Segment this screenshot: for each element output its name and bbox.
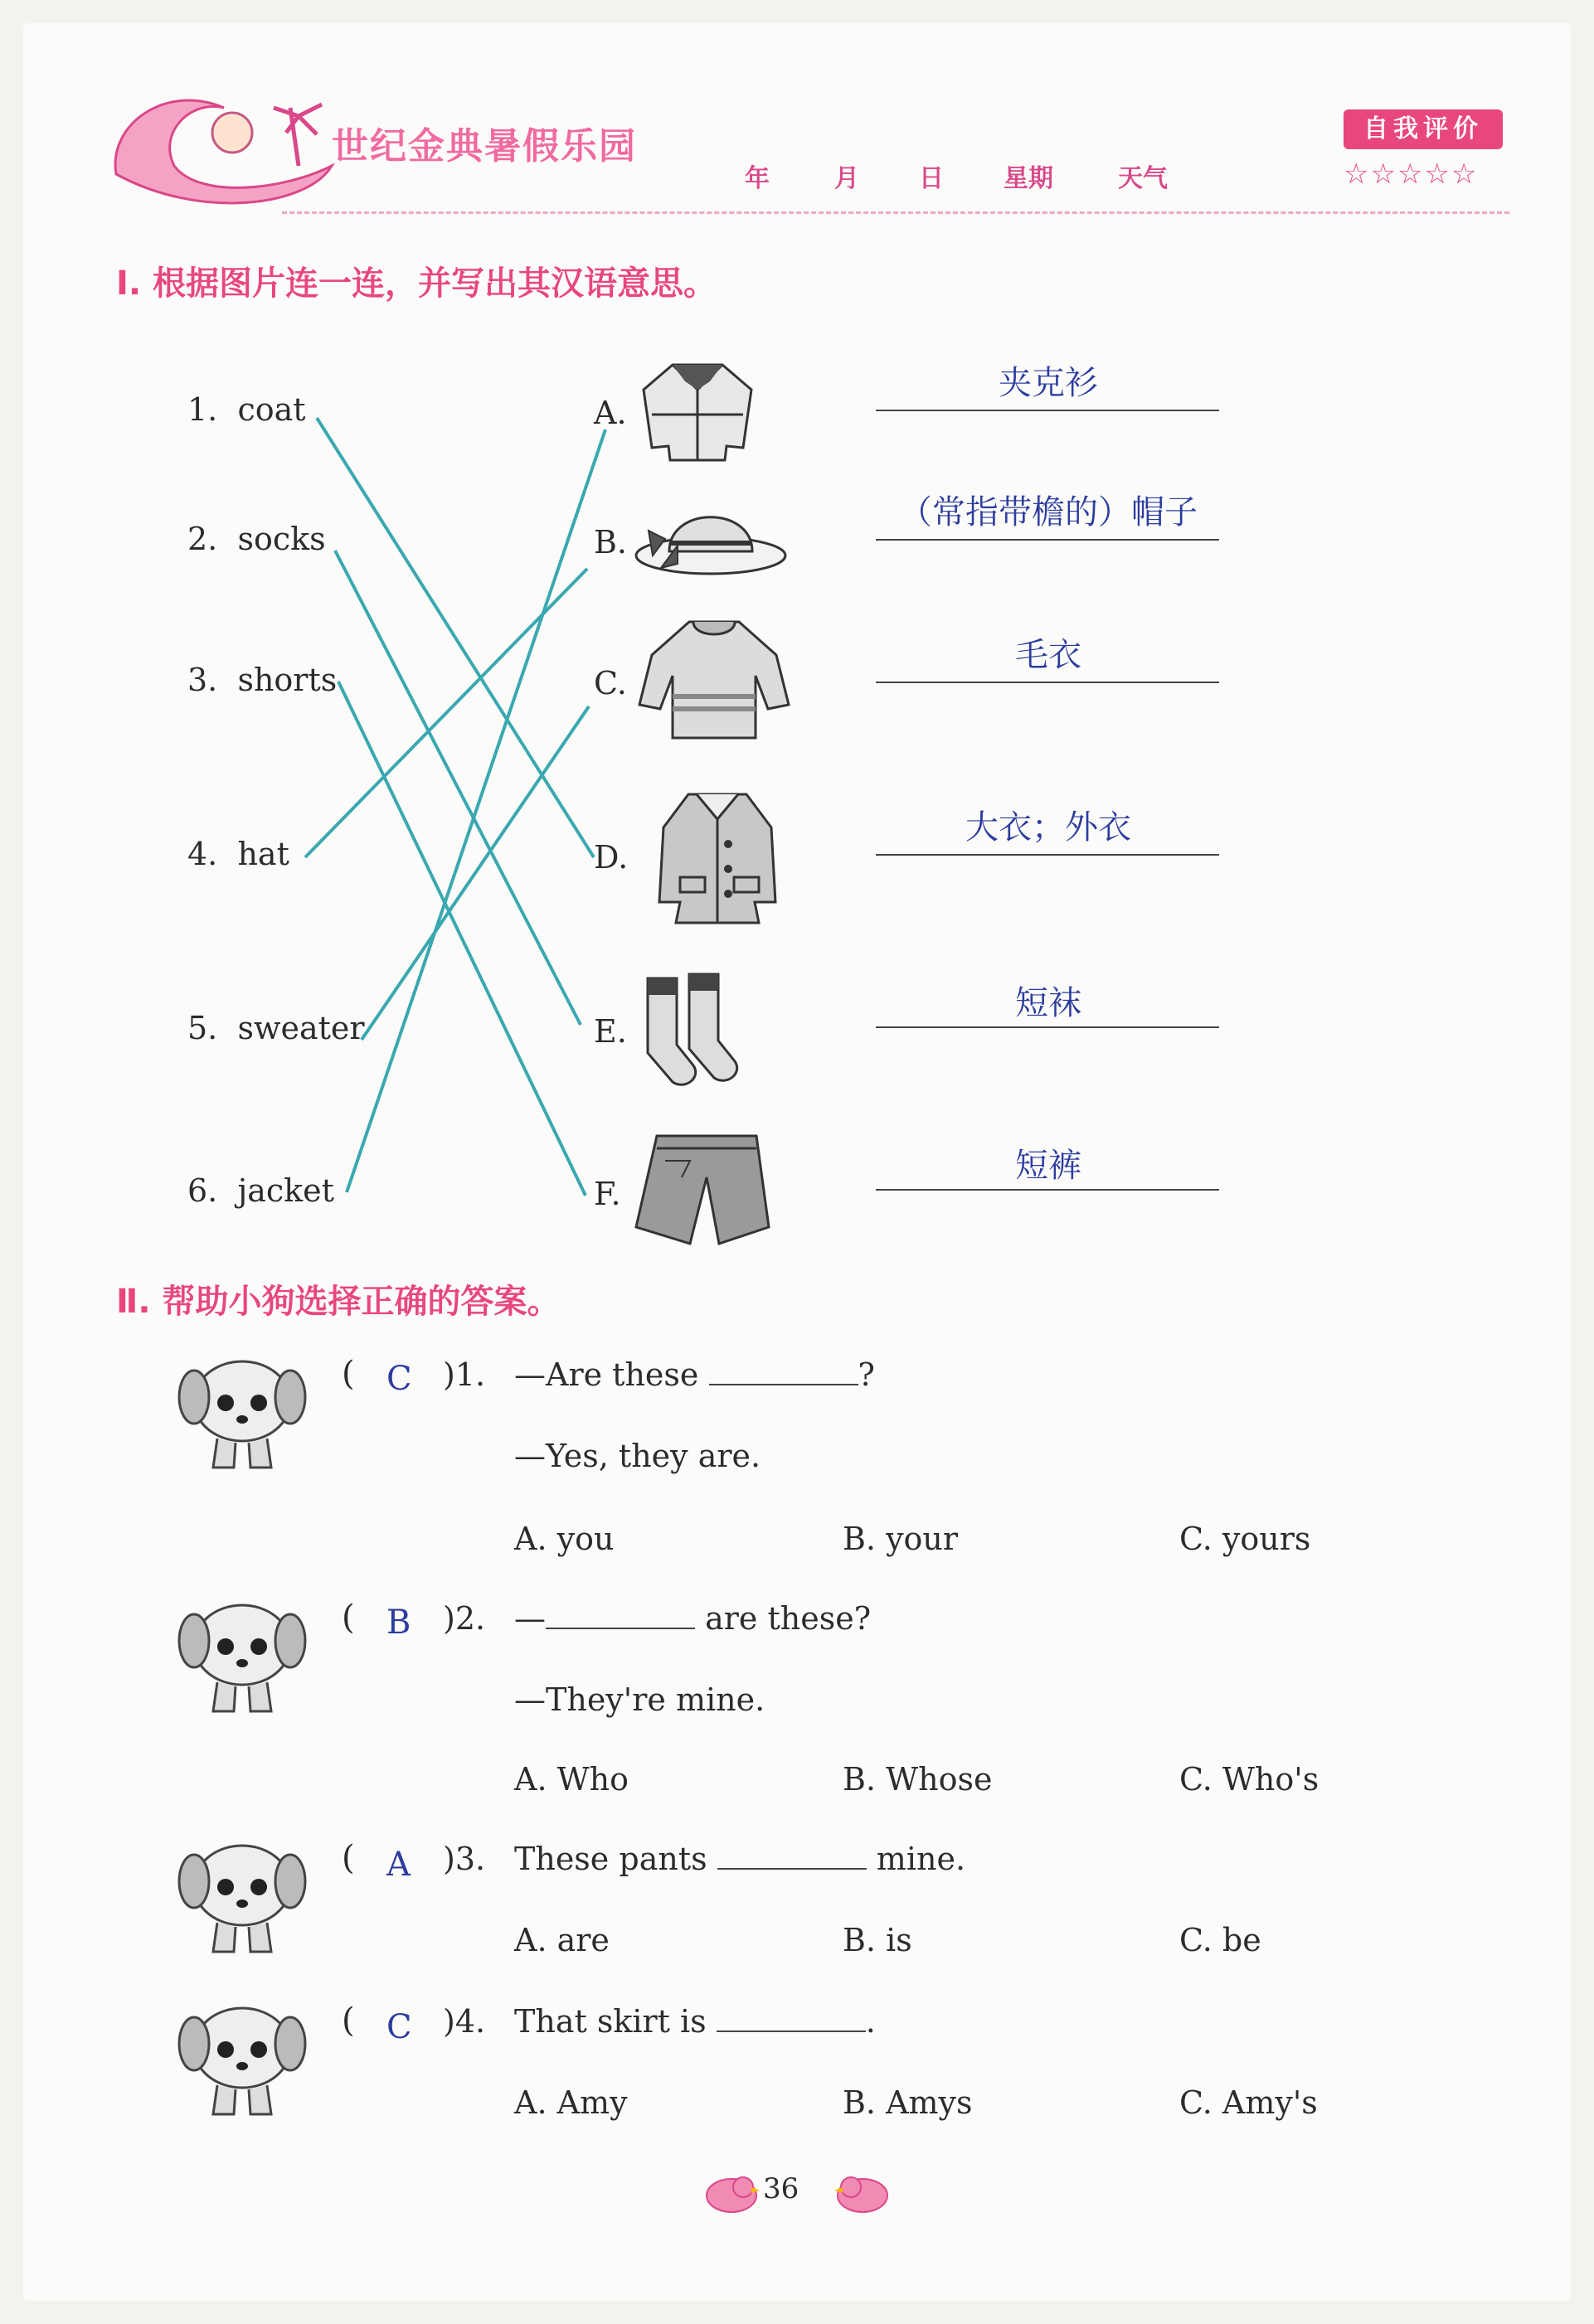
picture-letter-f: F. bbox=[594, 1176, 621, 1212]
answer-choice: A bbox=[386, 1846, 411, 1884]
self-eval-badge: 自我评价 bbox=[1344, 109, 1503, 149]
picture-letter-c: C. bbox=[594, 665, 627, 701]
option-c: C. Amy's bbox=[1179, 2084, 1318, 2121]
bird-icon bbox=[702, 2171, 760, 2215]
option-b: B. Whose bbox=[843, 1761, 993, 1798]
option-b: B. your bbox=[843, 1521, 959, 1557]
picture-letter-b: B. bbox=[594, 524, 628, 560]
meaning-b: （常指带檐的）帽子 bbox=[899, 493, 1198, 531]
word-label: hat bbox=[237, 836, 289, 872]
answer-line-a bbox=[876, 410, 1219, 411]
word-number: 6. bbox=[187, 1172, 218, 1209]
question-line: —Are these ? bbox=[514, 1356, 875, 1393]
word-number: 3. bbox=[187, 662, 218, 698]
picture-letter-d: D. bbox=[594, 839, 629, 876]
bird-icon bbox=[834, 2171, 892, 2215]
brand-title: 世纪金典暑假乐园 bbox=[332, 125, 637, 167]
question-line: That skirt is . bbox=[514, 2003, 876, 2040]
meaning-f: 短裤 bbox=[1015, 1147, 1081, 1185]
option-a: A. Amy bbox=[514, 2084, 628, 2121]
question-number: )3. bbox=[443, 1841, 486, 1877]
date-field-year: 年 bbox=[745, 164, 770, 193]
puppy-icon bbox=[176, 1595, 309, 1720]
option-b: B. Amys bbox=[843, 2084, 973, 2121]
date-field-weather: 天气 bbox=[1118, 164, 1168, 193]
option-b: B. is bbox=[843, 1922, 912, 1958]
word-label: jacket bbox=[237, 1172, 334, 1209]
answer-choice: C bbox=[386, 2008, 412, 2046]
word-label: socks bbox=[237, 521, 326, 557]
answer-line-f bbox=[876, 1189, 1219, 1191]
puppy-icon bbox=[176, 1351, 309, 1476]
picture-letter-e: E. bbox=[594, 1013, 627, 1050]
word-number: 4. bbox=[187, 836, 218, 872]
match-line-shorts-f bbox=[338, 682, 586, 1196]
rating-stars: ☆☆☆☆☆ bbox=[1344, 158, 1479, 191]
answer-blank bbox=[546, 1603, 695, 1629]
answer-line-d bbox=[876, 854, 1219, 856]
puppy-icon bbox=[176, 1836, 309, 1960]
answer-paren-open: ( bbox=[342, 2001, 355, 2040]
word-label: shorts bbox=[237, 662, 338, 698]
meaning-c: 毛衣 bbox=[1015, 636, 1081, 674]
answer-line-b bbox=[876, 539, 1219, 541]
section1-title: Ⅰ. 根据图片连一连，并写出其汉语意思。 bbox=[116, 264, 717, 303]
page-number: 36 bbox=[763, 2172, 799, 2205]
meaning-a: 夹克衫 bbox=[999, 364, 1098, 402]
question-line: These pants mine. bbox=[514, 1841, 966, 1877]
answer-choice: B bbox=[386, 1604, 411, 1642]
option-a: A. Who bbox=[514, 1761, 629, 1798]
answer-blank bbox=[717, 1843, 867, 1870]
option-a: A. you bbox=[514, 1521, 615, 1557]
word-label: sweater bbox=[237, 1010, 365, 1046]
date-field-weekday: 星期 bbox=[1004, 164, 1053, 193]
meaning-e: 短袜 bbox=[1015, 984, 1081, 1022]
response-line: —Yes, they are. bbox=[514, 1438, 761, 1474]
option-c: C. Who's bbox=[1179, 1761, 1319, 1798]
response-line: —They're mine. bbox=[514, 1681, 765, 1718]
match-line-sweater-c bbox=[362, 706, 589, 1040]
question-number: )1. bbox=[443, 1356, 486, 1393]
answer-paren-open: ( bbox=[342, 1839, 355, 1877]
answer-blank bbox=[709, 1359, 858, 1385]
question-number: )2. bbox=[443, 1600, 486, 1637]
option-c: C. be bbox=[1179, 1922, 1261, 1958]
section2-title: Ⅱ. 帮助小狗选择正确的答案。 bbox=[116, 1283, 561, 1321]
answer-line-c bbox=[876, 682, 1219, 683]
match-line-coat-d bbox=[317, 418, 594, 857]
word-number: 2. bbox=[187, 521, 218, 557]
option-a: A. are bbox=[514, 1922, 610, 1958]
answer-paren-open: ( bbox=[342, 1355, 355, 1393]
date-field-month: 月 bbox=[834, 164, 859, 193]
match-line-jacket-a bbox=[347, 429, 605, 1192]
answer-line-e bbox=[876, 1026, 1219, 1028]
picture-letter-a: A. bbox=[594, 395, 627, 431]
answer-paren-open: ( bbox=[342, 1599, 355, 1637]
answer-blank bbox=[717, 2006, 866, 2032]
date-field-day: 日 bbox=[919, 164, 944, 193]
word-number: 5. bbox=[187, 1010, 218, 1046]
word-label: coat bbox=[237, 391, 306, 428]
word-number: 1. bbox=[187, 391, 218, 428]
option-c: C. yours bbox=[1179, 1521, 1311, 1557]
meaning-d: 大衣；外衣 bbox=[965, 808, 1131, 847]
answer-choice: C bbox=[386, 1360, 412, 1398]
puppy-icon bbox=[176, 1998, 309, 2123]
question-line: — are these? bbox=[514, 1600, 872, 1637]
question-number: )4. bbox=[443, 2003, 486, 2040]
